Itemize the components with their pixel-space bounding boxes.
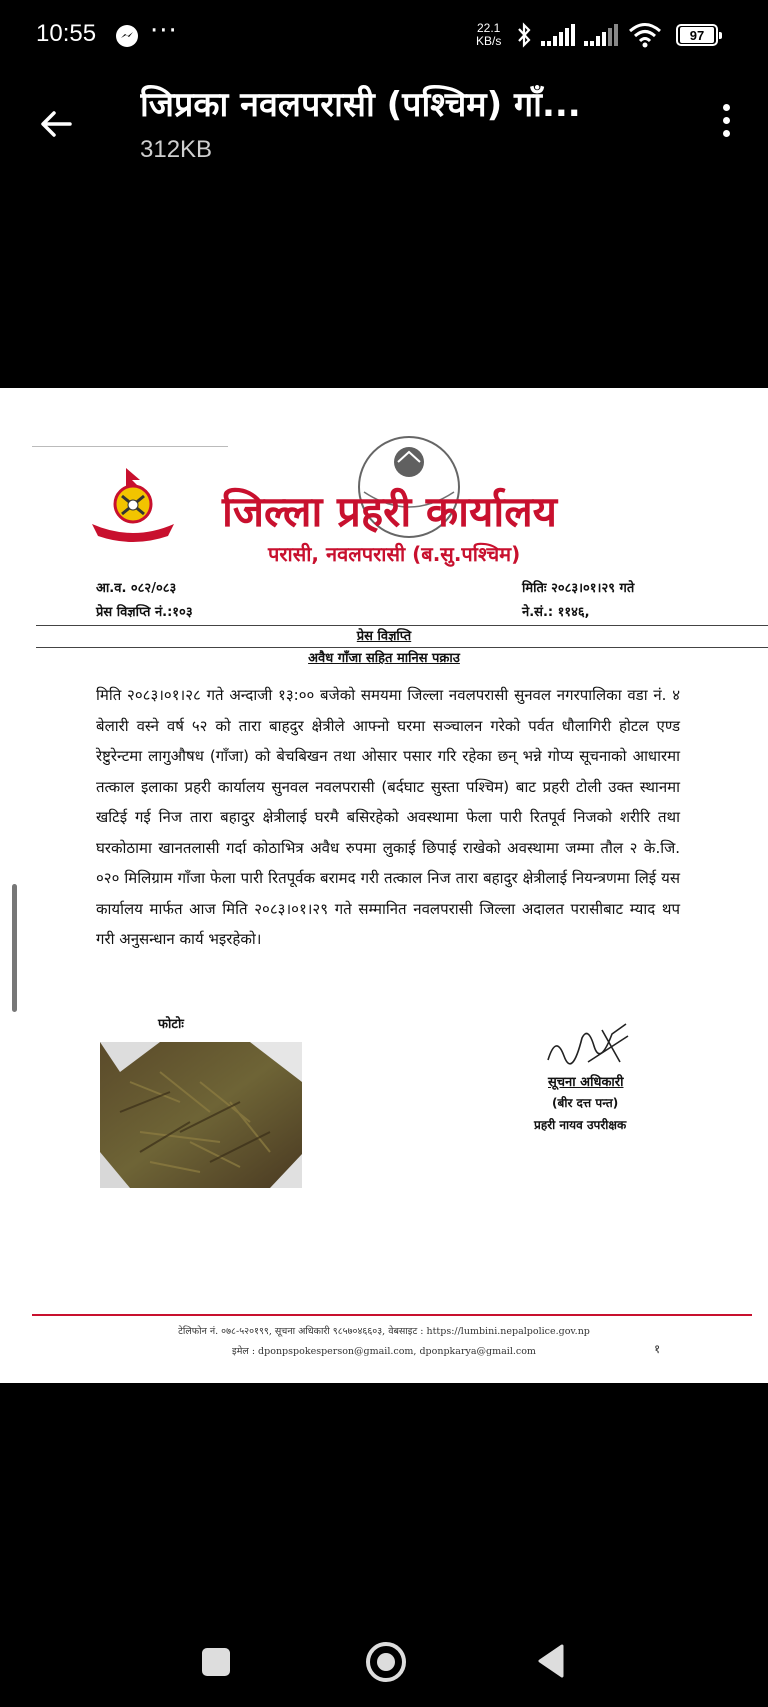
reference-number: ने.सं.: ११४६, xyxy=(522,605,590,620)
wifi-icon xyxy=(628,22,662,48)
navigation-bar xyxy=(0,1590,768,1707)
app-bar xyxy=(0,72,768,172)
release-date: मितिः २०८३।०१।२९ गते xyxy=(522,581,635,596)
file-size: 312KB xyxy=(140,136,213,163)
scroll-indicator[interactable] xyxy=(12,884,17,1012)
signal-icon xyxy=(584,24,622,46)
recents-icon[interactable] xyxy=(202,1648,230,1676)
net-speed xyxy=(476,22,501,48)
press-release-heading xyxy=(0,626,768,644)
more-vert-icon[interactable] xyxy=(716,100,736,144)
status-bar xyxy=(0,0,768,72)
police-emblem-icon xyxy=(88,466,178,546)
signatory-rank: प्रहरी नायव उपरीक्षक xyxy=(534,1118,627,1132)
back-icon[interactable] xyxy=(536,1644,566,1678)
page-number: १ xyxy=(654,1342,661,1356)
signatory-name: (बीर दत्त पन्त) xyxy=(552,1096,619,1110)
battery-level: 97 xyxy=(680,27,714,43)
home-icon[interactable] xyxy=(364,1640,408,1684)
office-address: परासी, नवलपरासी (ब.सु.पश्चिम) xyxy=(268,542,521,566)
document-image[interactable] xyxy=(0,388,768,1383)
footer-email: इमेल : dponpspokesperson@gmail.com, dponpkarya@gmail.com xyxy=(232,1346,536,1357)
back-arrow-icon[interactable] xyxy=(34,102,78,146)
fiscal-year: आ.व. ०८२/०८३ xyxy=(96,581,177,596)
signature-icon xyxy=(542,1016,632,1070)
net-speed-value: 22.1 xyxy=(476,21,501,35)
signatory-role: सूचना अधिकारी xyxy=(548,1075,624,1090)
footer-rule xyxy=(32,1314,752,1316)
signal-icon xyxy=(541,24,579,46)
file-title: जिप्रका नवलपरासी (पश्चिम) गाँ... xyxy=(140,85,581,125)
press-release-body: मिति २०८३।०१।२८ गते अन्दाजी १३:०० बजेको समयमा जिल्ला नवलपरासी सुनवल नगरपालिका वडा नं. ४ बेलारी वस्ने वर्ष ५२ को तारा बाहदुर क्षेत्रीले आफ्नो घरमा सञ्चालन गरेको पर्वत धौलागिरी होटल एण्ड रेष्टुरेन्टमा लागुऔषध (गाँजा) को बेचबिखन तथा ओसार पसार गरि रहेका छन् भन्ने गोप्य सूचनाको आधारमा तत्काल इलाका प्रहरी कार्यालय सुनवल नवलपरासी (बर्दघाट सुस्ता पश्चिम) बाट प्रहरी टोली उक्त स्थानमा खटिई गई निज तारा बहादुर क्षेत्रीलाई घरमै बसिरहेको अवस्थामा फेला पारी रितपूर्व निजको शरीरि तथा घरकोठामा खानतलासी गर्दा कोठाभित्र अवैध रुपमा लुकाई छिपाई राखेको अवस्थामा जम्मा तौल २ के.जि. ०२० मिलिग्राम गाँजा फेला पारी रितपूर्वक बरामद गरी तत्काल निज तारा बहादुर क्षेत्रीलाई नियन्त्रणमा लिई यस कार्यालय मार्फत आज मिति २०८३।०१।२९ गते सम्मानित नवलपरासी जिल्ला अदालत परासीबाट म्याद थप गरी अनुसन्धान कार्य भइरहेको। xyxy=(96,686,680,948)
footer-contact: टेलिफोन नं. ०७८-५२०१९९, सूचना अधिकारी ९८५७०४६६०३, वेबसाइट : https://lumbini.nepalpolice.gov.np xyxy=(178,1326,590,1337)
seized-item-photo xyxy=(100,1042,302,1188)
messenger-icon xyxy=(116,25,138,47)
photo-label: फोटोः xyxy=(158,1017,184,1032)
news-subheading xyxy=(0,648,768,666)
news-subheading-text: अवैध गाँजा सहित मानिस पक्राउ xyxy=(308,651,460,666)
press-release-heading-text: प्रेस विज्ञप्ति xyxy=(356,629,412,644)
top-rule xyxy=(32,446,228,447)
office-name: जिल्ला प्रहरी कार्यालय xyxy=(222,487,558,536)
status-time: 10:55 xyxy=(36,20,97,47)
battery-icon xyxy=(676,24,718,46)
bluetooth-icon xyxy=(516,22,532,48)
press-release-number: प्रेस विज्ञप्ति नं.:१०३ xyxy=(96,605,193,620)
net-speed-unit: KB/s xyxy=(476,34,502,48)
overflow-notifications: ··· xyxy=(150,16,178,46)
